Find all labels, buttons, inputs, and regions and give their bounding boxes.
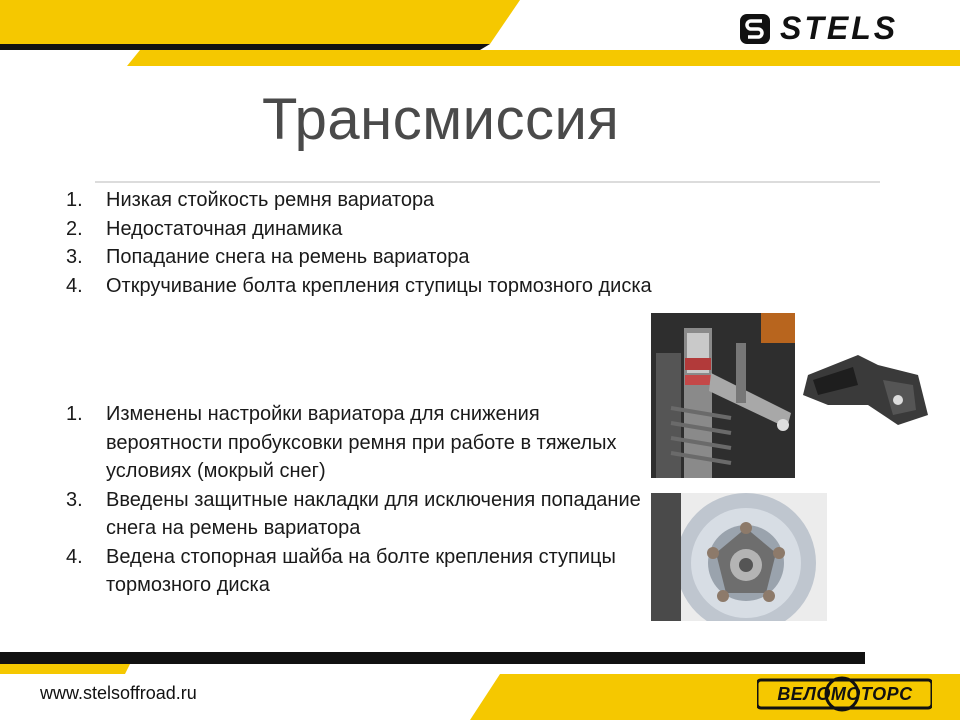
- list-item: 1. Низкая стойкость ремня вариатора: [66, 189, 435, 211]
- title-divider: [95, 181, 880, 183]
- top-yellow-band-right: [127, 50, 960, 66]
- problems-list: [66, 186, 786, 300]
- list-item: 3. Попадание снега на ремень вариатора: [66, 246, 470, 268]
- list-item: 2. Недостаточная динамика: [66, 217, 343, 240]
- list-item: 4. Ведена стопорная шайба на болте крепления ступицы тормозного диска: [66, 545, 616, 596]
- partner-wordmark: ВЕЛОМОТОРС: [777, 684, 913, 704]
- brand-wordmark: STELS: [780, 10, 899, 46]
- shock-absorber-photo: [651, 313, 795, 478]
- slide-title: Трансмиссия: [262, 87, 620, 152]
- list-item: 1. Изменены настройки вариатора для снижения вероятности пробуксовки ремня при работе в тяжелых условиях (мокрый снег): [66, 403, 617, 482]
- top-yellow-band-left: [0, 0, 520, 44]
- velomotors-logo: [757, 676, 932, 717]
- website-link[interactable]: www.stelsoffroad.ru: [40, 683, 197, 703]
- brake-disc-photo: [651, 493, 827, 621]
- solutions-list: [66, 400, 641, 600]
- list-item: 4. Откручивание болта крепления ступицы тормозного диска: [66, 274, 652, 297]
- protective-cover-photo: [798, 345, 933, 430]
- bottom-yellow-band-left: [0, 664, 130, 674]
- bottom-black-stripe: [0, 652, 865, 664]
- stels-logo: [740, 12, 930, 51]
- list-item: 3. Введены защитные накладки для исключения попадание снега на ремень вариатора: [66, 488, 641, 539]
- top-black-stripe: [0, 44, 490, 50]
